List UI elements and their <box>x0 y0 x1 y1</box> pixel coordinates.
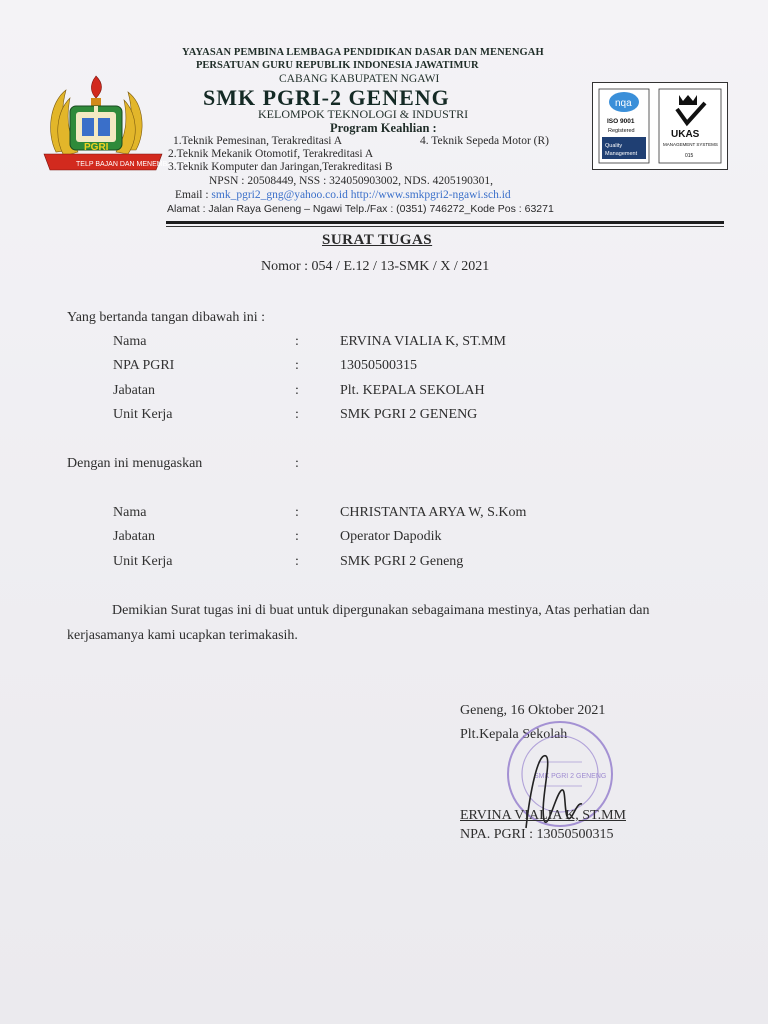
header-divider <box>166 221 724 224</box>
program-item: 2.Teknik Mekanik Otomotif, Terakreditasi A <box>168 148 374 160</box>
school-name: SMK PGRI-2 GENENG <box>203 85 450 110</box>
signer-name: ERVINA VIALIA K, ST.MM <box>460 808 626 823</box>
closing-line-2: kerjasamanya kami ucapkan terimakasih. <box>67 628 298 643</box>
signer-label: NPA PGRI <box>113 358 175 373</box>
certification-badge <box>592 82 728 170</box>
program-item: 3.Teknik Komputer dan Jaringan,Terakreditasi B <box>168 161 393 173</box>
ukas-text: UKAS <box>671 129 700 140</box>
closing-line-1: Demikian Surat tugas ini di buat untuk dipergunakan sebagaimana mestinya, Atas perhatian dan <box>112 603 650 618</box>
program-item: 1.Teknik Pemesinan, Terakreditasi A <box>173 135 343 147</box>
assignee-label: Unit Kerja <box>113 554 173 569</box>
school-group: KELOMPOK TEKNOLOGI & INDUSTRI <box>258 107 469 121</box>
field-colon: : <box>295 529 299 544</box>
registered-text: Registered <box>608 128 635 134</box>
signer-value: 13050500315 <box>340 358 417 373</box>
place-date: Geneng, 16 Oktober 2021 <box>460 703 606 718</box>
signer-label: Jabatan <box>113 383 155 398</box>
logo-motto: TELP BAJAN DAN MENEMBAN PGRI <box>76 161 197 168</box>
iso-text: ISO 9001 <box>607 118 635 125</box>
program-title: Program Keahlian : <box>330 121 437 135</box>
field-colon: : <box>295 383 299 398</box>
signer-value: Plt. KEPALA SEKOLAH <box>340 383 485 398</box>
association-name: PERSATUAN GURU REPUBLIK INDONESIA JAWATIMUR <box>196 60 479 71</box>
school-registration: NPSN : 20508449, NSS : 324050903002, NDS. 4205190301, <box>209 175 494 187</box>
assignee-value: CHRISTANTA ARYA W, S.Kom <box>340 505 527 520</box>
school-address: Alamat : Jalan Raya Geneng – Ngawi Telp./Fax : (0351) 746272_Kode Pos : 63271 <box>167 203 554 215</box>
assignee-label: Jabatan <box>113 529 155 544</box>
field-colon: : <box>295 456 299 471</box>
document-title: SURAT TUGAS <box>322 232 433 248</box>
signer-label: Nama <box>113 334 147 349</box>
signer-value: SMK PGRI 2 GENENG <box>340 407 478 422</box>
logo-text: PGRI <box>84 142 109 153</box>
management-text: Management <box>605 151 638 157</box>
assign-label: Dengan ini menugaskan <box>67 456 203 471</box>
signer-label: Unit Kerja <box>113 407 173 422</box>
branch-name: CABANG KABUPATEN NGAWI <box>279 73 440 85</box>
field-colon: : <box>295 554 299 569</box>
email-link[interactable]: smk_pgri2_gng@yahoo.co.id http://www.smkpgri2-ngawi.sch.id <box>211 189 511 201</box>
program-item: 4. Teknik Sepeda Motor (R) <box>420 135 549 147</box>
assignee-value: SMK PGRI 2 Geneng <box>340 554 464 569</box>
foundation-name: YAYASAN PEMBINA LEMBAGA PENDIDIKAN DASAR DAN MENENGAH <box>182 47 544 58</box>
assignee-label: Nama <box>113 505 147 520</box>
certification-icon <box>593 83 727 169</box>
field-colon: : <box>295 358 299 373</box>
stamp-text: SMK PGRI 2 GENENG <box>534 773 607 780</box>
nqa-text: nqa <box>615 98 632 109</box>
ukas-number: 015 <box>685 153 694 159</box>
assignee-value: Operator Dapodik <box>340 529 442 544</box>
signer-npa: NPA. PGRI : 13050500315 <box>460 827 614 842</box>
email-label: Email : <box>175 189 212 201</box>
intro-text: Yang bertanda tangan dibawah ini : <box>67 310 266 325</box>
ukas-sub-text: MANAGEMENT SYSTEMS <box>663 142 718 147</box>
signer-position: Plt.Kepala Sekolah <box>460 727 568 742</box>
school-contact-email <box>175 189 511 201</box>
document-number: Nomor : 054 / E.12 / 13-SMK / X / 2021 <box>261 259 490 274</box>
header-divider-thin <box>166 226 724 227</box>
field-colon: : <box>295 505 299 520</box>
stamp-and-signature <box>480 732 630 842</box>
field-colon: : <box>295 334 299 349</box>
quality-text: Quality <box>605 143 623 149</box>
field-colon: : <box>295 407 299 422</box>
signer-value: ERVINA VIALIA K, ST.MM <box>340 334 506 349</box>
pgri-logo <box>36 72 197 176</box>
